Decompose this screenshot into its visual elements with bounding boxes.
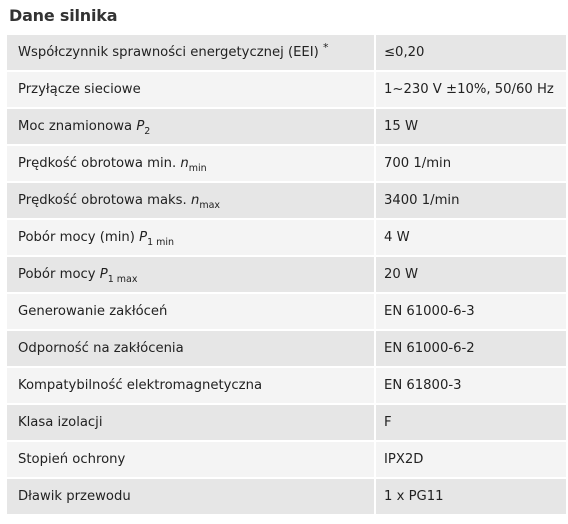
table-row xyxy=(7,183,566,220)
spec-symbol: P xyxy=(136,119,145,134)
spec-value: 4 W xyxy=(376,220,566,257)
spec-value: EN 61000-6-2 xyxy=(376,331,566,368)
table-row xyxy=(7,405,566,442)
table-row xyxy=(7,35,566,72)
spec-symbol: P xyxy=(139,230,148,245)
spec-label xyxy=(7,146,376,183)
spec-subscript: 2 xyxy=(144,126,151,137)
spec-label xyxy=(7,183,376,220)
spec-label-text: Moc znamionowa xyxy=(18,119,133,134)
motor-spec-table xyxy=(7,35,566,516)
table-row xyxy=(7,146,566,183)
spec-value: 20 W xyxy=(376,257,566,294)
table-row xyxy=(7,331,566,368)
table-row xyxy=(7,72,566,109)
spec-label xyxy=(7,257,376,294)
spec-symbol: P xyxy=(99,267,108,282)
spec-label: Dławik przewodu xyxy=(7,479,376,516)
table-row xyxy=(7,220,566,257)
table-row xyxy=(7,109,566,146)
spec-value: EN 61800-3 xyxy=(376,368,566,405)
spec-symbol: n xyxy=(190,193,200,208)
spec-label: Stopień ochrony xyxy=(7,442,376,479)
spec-value: 1 x PG11 xyxy=(376,479,566,516)
spec-label: Kompatybilność elektromagnetyczna xyxy=(7,368,376,405)
spec-subscript: 1 min xyxy=(147,237,175,248)
table-row xyxy=(7,368,566,405)
table-row xyxy=(7,294,566,331)
spec-subscript: max xyxy=(199,200,221,211)
spec-label: Klasa izolacji xyxy=(7,405,376,442)
spec-label xyxy=(7,35,376,72)
spec-value: 15 W xyxy=(376,109,566,146)
spec-value: 1~230 V ±10%, 50/60 Hz xyxy=(376,72,566,109)
spec-label: Odporność na zakłócenia xyxy=(7,331,376,368)
spec-label-text: Współczynnik sprawności energetycznej (EEI) xyxy=(18,45,319,60)
spec-label: Przyłącze sieciowe xyxy=(7,72,376,109)
spec-label-text: Prędkość obrotowa maks. xyxy=(18,193,187,208)
table-row xyxy=(7,442,566,479)
spec-value: 700 1/min xyxy=(376,146,566,183)
spec-value: F xyxy=(376,405,566,442)
footnote-marker: * xyxy=(323,41,329,54)
spec-label-text: Pobór mocy xyxy=(18,267,96,282)
spec-value: IPX2D xyxy=(376,442,566,479)
spec-subscript: 1 max xyxy=(107,274,138,285)
spec-value: 3400 1/min xyxy=(376,183,566,220)
spec-label xyxy=(7,109,376,146)
spec-value: ≤0,20 xyxy=(376,35,566,72)
table-row xyxy=(7,257,566,294)
spec-label xyxy=(7,220,376,257)
spec-value: EN 61000-6-3 xyxy=(376,294,566,331)
table-row xyxy=(7,479,566,516)
spec-label-text: Prędkość obrotowa min. xyxy=(18,156,177,171)
spec-symbol: n xyxy=(180,156,189,171)
spec-subscript: min xyxy=(188,163,207,174)
spec-label-text: Pobór mocy (min) xyxy=(18,230,135,245)
section-title: Dane silnika xyxy=(9,6,118,25)
spec-label: Generowanie zakłóceń xyxy=(7,294,376,331)
